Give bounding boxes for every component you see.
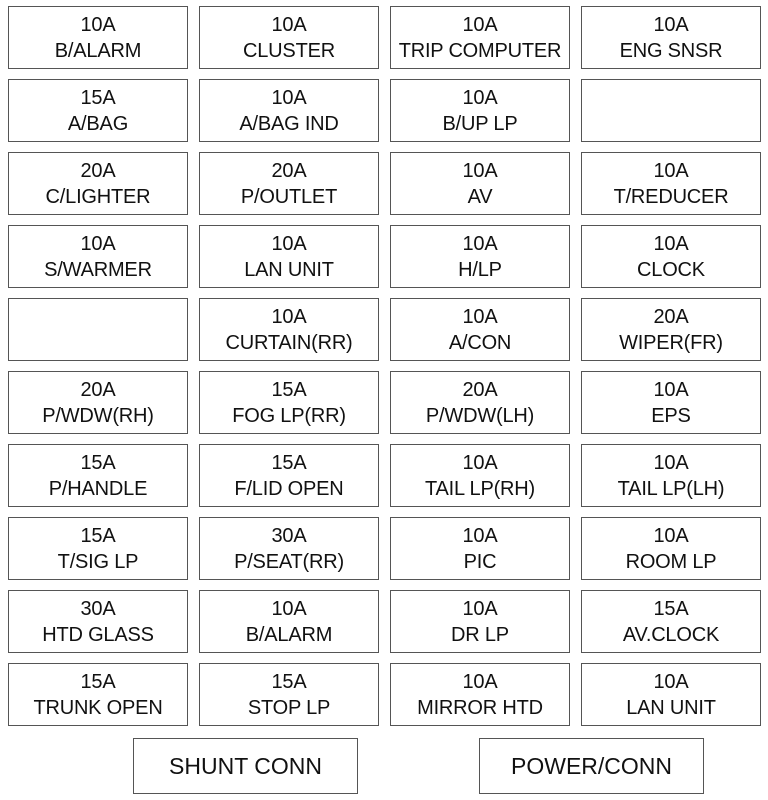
fuse-rating: 15A bbox=[271, 670, 307, 693]
fuse-rating: 10A bbox=[271, 232, 307, 255]
fuse-slot bbox=[390, 590, 570, 653]
fuse-rating: 10A bbox=[462, 670, 498, 693]
fuse-rating: 15A bbox=[271, 378, 307, 401]
fuse-rating: 20A bbox=[462, 378, 498, 401]
fuse-label: WIPER(FR) bbox=[619, 331, 723, 354]
fuse-slot bbox=[8, 79, 188, 142]
fuse-slot bbox=[8, 663, 188, 726]
fuse-slot bbox=[581, 298, 761, 361]
fuse-label: ROOM LP bbox=[625, 550, 717, 573]
fuse-slot bbox=[199, 590, 379, 653]
fuse-label: PIC bbox=[463, 550, 497, 573]
fuse-rating: 10A bbox=[271, 13, 307, 36]
fuse-label: P/WDW(LH) bbox=[425, 404, 535, 427]
fuse-slot bbox=[8, 225, 188, 288]
fuse-rating: 10A bbox=[271, 305, 307, 328]
fuse-rating: 10A bbox=[653, 670, 689, 693]
fuse-rating: 20A bbox=[80, 378, 116, 401]
fuse-slot bbox=[8, 371, 188, 434]
fuse-rating: 10A bbox=[462, 13, 498, 36]
fuse-rating: 20A bbox=[80, 159, 116, 182]
fuse-rating: 10A bbox=[462, 597, 498, 620]
fuse-slot bbox=[390, 225, 570, 288]
fuse-slot bbox=[390, 6, 570, 69]
fuse-slot bbox=[581, 517, 761, 580]
fuse-label: F/LID OPEN bbox=[234, 477, 344, 500]
fuse-rating: 10A bbox=[653, 451, 689, 474]
fuse-slot bbox=[581, 225, 761, 288]
fuse-label: A/BAG bbox=[67, 112, 129, 135]
fuse-label: AV.CLOCK bbox=[622, 623, 720, 646]
fuse-label: MIRROR HTD bbox=[417, 696, 543, 719]
fuse-slot bbox=[199, 79, 379, 142]
fuse-label: LAN UNIT bbox=[626, 696, 716, 719]
fuse-rating: 30A bbox=[271, 524, 307, 547]
fuse-rating: 15A bbox=[80, 451, 116, 474]
fuse-slot bbox=[8, 6, 188, 69]
shunt-connector-label: SHUNT CONN bbox=[169, 752, 322, 779]
fuse-slot bbox=[581, 590, 761, 653]
fuse-label: P/WDW(RH) bbox=[42, 404, 154, 427]
fuse-rating: 10A bbox=[80, 13, 116, 36]
fuse-slot bbox=[199, 298, 379, 361]
fuse-label: B/UP LP bbox=[442, 112, 518, 135]
fuse-rating: 15A bbox=[653, 597, 689, 620]
fuse-label: CLOCK bbox=[637, 258, 705, 281]
fuse-rating: 10A bbox=[653, 232, 689, 255]
fuse-rating: 15A bbox=[80, 670, 116, 693]
fuse-label: EPS bbox=[651, 404, 691, 427]
fuse-slot bbox=[8, 152, 188, 215]
fuse-rating: 10A bbox=[80, 232, 116, 255]
fuse-rating: 10A bbox=[271, 597, 307, 620]
fuse-label: TAIL LP(RH) bbox=[424, 477, 536, 500]
fuse-slot-empty bbox=[8, 298, 188, 361]
fuse-label: B/ALARM bbox=[54, 39, 142, 62]
fuse-slot bbox=[581, 663, 761, 726]
fuse-label: FOG LP(RR) bbox=[232, 404, 346, 427]
fuse-slot bbox=[390, 444, 570, 507]
fuse-slot bbox=[581, 371, 761, 434]
fuse-label: P/HANDLE bbox=[48, 477, 148, 500]
fuse-label: ENG SNSR bbox=[619, 39, 723, 62]
fuse-slot bbox=[390, 298, 570, 361]
fuse-label: H/LP bbox=[458, 258, 502, 281]
fuse-label: CLUSTER bbox=[243, 39, 335, 62]
fuse-slot bbox=[199, 225, 379, 288]
fuse-slot-empty bbox=[581, 79, 761, 142]
fuse-slot bbox=[199, 6, 379, 69]
fuse-rating: 10A bbox=[462, 305, 498, 328]
power-connector bbox=[479, 738, 704, 794]
fuse-rating: 10A bbox=[462, 159, 498, 182]
fuse-slot bbox=[390, 152, 570, 215]
fuse-rating: 10A bbox=[653, 524, 689, 547]
fuse-rating: 15A bbox=[80, 86, 116, 109]
fuse-slot bbox=[581, 152, 761, 215]
fuse-slot bbox=[390, 79, 570, 142]
fuse-label: T/REDUCER bbox=[613, 185, 729, 208]
fuse-rating: 10A bbox=[653, 159, 689, 182]
fuse-slot bbox=[390, 663, 570, 726]
fuse-panel bbox=[8, 6, 768, 726]
fuse-rating: 10A bbox=[462, 451, 498, 474]
fuse-label: A/BAG IND bbox=[239, 112, 339, 135]
fuse-rating: 15A bbox=[271, 451, 307, 474]
power-connector-label: POWER/CONN bbox=[511, 752, 672, 779]
fuse-label: P/OUTLET bbox=[240, 185, 338, 208]
shunt-connector bbox=[133, 738, 358, 794]
fuse-label: STOP LP bbox=[247, 696, 331, 719]
fuse-rating: 20A bbox=[271, 159, 307, 182]
fuse-rating: 30A bbox=[80, 597, 116, 620]
fuse-label: TRUNK OPEN bbox=[33, 696, 163, 719]
fuse-slot bbox=[199, 444, 379, 507]
fuse-slot bbox=[581, 444, 761, 507]
fuse-label: A/CON bbox=[448, 331, 512, 354]
fuse-rating: 10A bbox=[462, 86, 498, 109]
fuse-label: TRIP COMPUTER bbox=[398, 39, 562, 62]
fuse-label: TAIL LP(LH) bbox=[617, 477, 725, 500]
fuse-rating: 20A bbox=[653, 305, 689, 328]
fuse-label: B/ALARM bbox=[245, 623, 333, 646]
fuse-rating: 10A bbox=[271, 86, 307, 109]
fuse-rating: 10A bbox=[653, 378, 689, 401]
fuse-label: AV bbox=[467, 185, 493, 208]
fuse-slot bbox=[199, 663, 379, 726]
fuse-label: DR LP bbox=[451, 623, 509, 646]
fuse-label: P/SEAT(RR) bbox=[234, 550, 344, 573]
fuse-label: S/WARMER bbox=[44, 258, 152, 281]
fuse-label: CURTAIN(RR) bbox=[225, 331, 353, 354]
fuse-slot bbox=[390, 517, 570, 580]
fuse-rating: 10A bbox=[653, 13, 689, 36]
fuse-label: LAN UNIT bbox=[244, 258, 334, 281]
fuse-rating: 10A bbox=[462, 524, 498, 547]
fuse-slot bbox=[8, 444, 188, 507]
fuse-slot bbox=[390, 371, 570, 434]
fuse-slot bbox=[199, 517, 379, 580]
fuse-slot bbox=[8, 590, 188, 653]
fuse-label: C/LIGHTER bbox=[45, 185, 151, 208]
fuse-rating: 10A bbox=[462, 232, 498, 255]
fuse-rating: 15A bbox=[80, 524, 116, 547]
fuse-slot bbox=[8, 517, 188, 580]
fuse-slot bbox=[581, 6, 761, 69]
fuse-label: T/SIG LP bbox=[57, 550, 139, 573]
fuse-slot bbox=[199, 371, 379, 434]
fuse-label: HTD GLASS bbox=[42, 623, 154, 646]
fuse-slot bbox=[199, 152, 379, 215]
